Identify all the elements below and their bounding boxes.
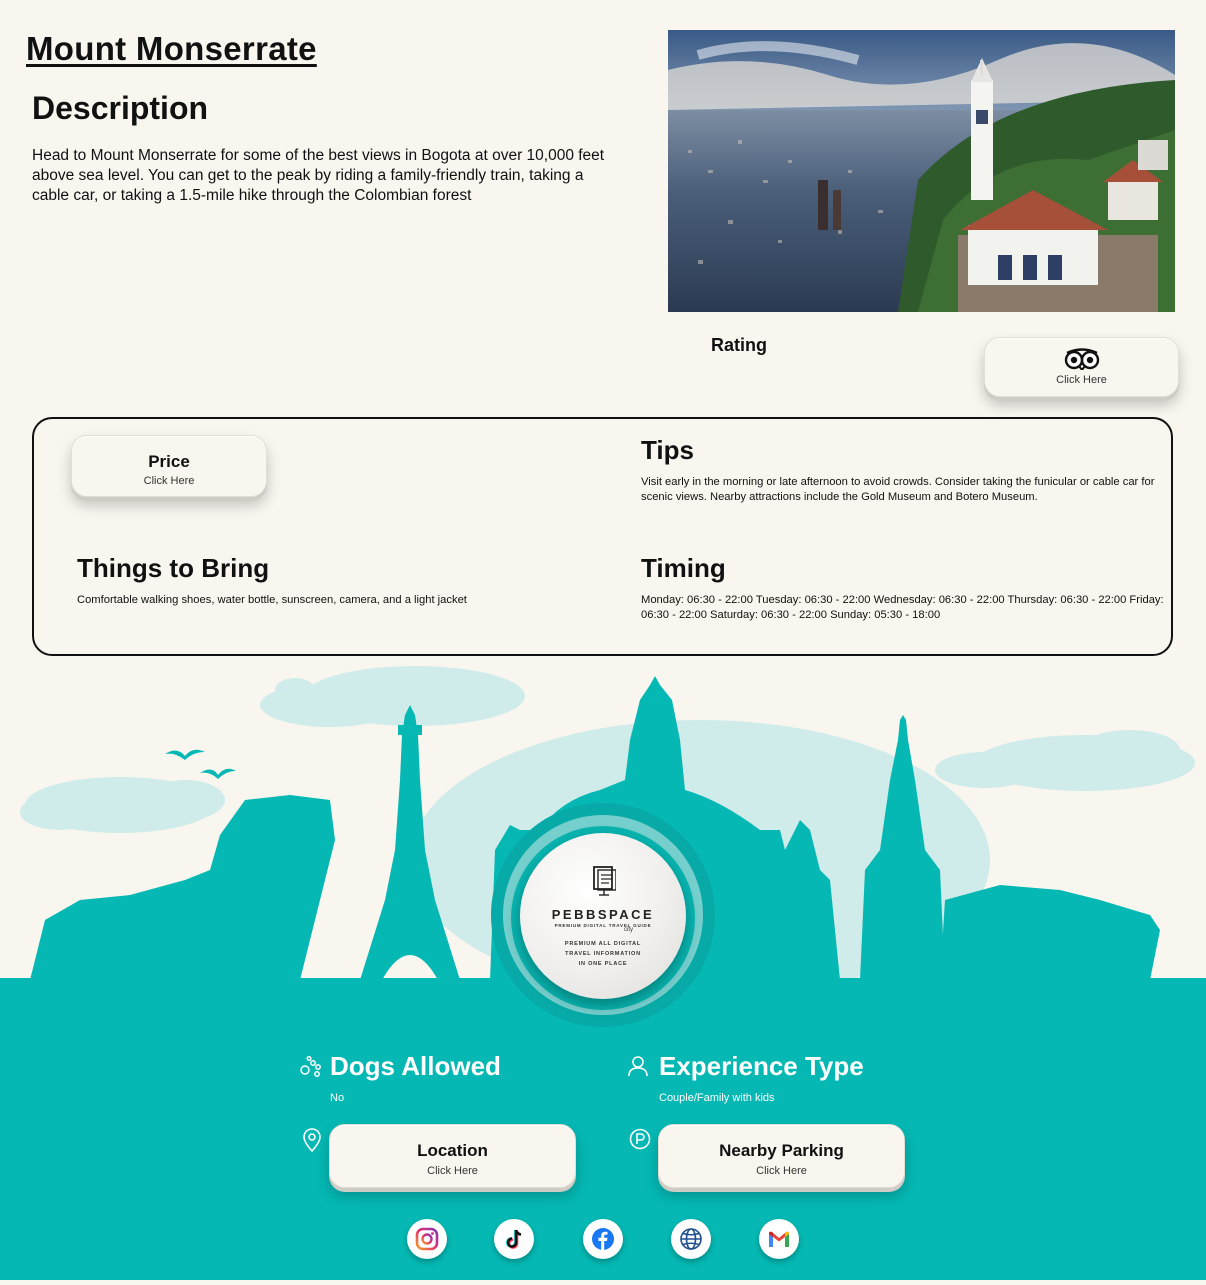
nearby-parking-button[interactable] — [658, 1124, 905, 1188]
parking-button-sub: Click Here — [756, 1165, 807, 1177]
facebook-link[interactable] — [583, 1219, 623, 1259]
rating-label: Rating — [711, 335, 767, 355]
logo-line-3: IN ONE PLACE — [578, 961, 628, 967]
dogs-allowed-value: No — [330, 1092, 345, 1104]
tripadvisor-rating-button[interactable] — [984, 337, 1179, 397]
tips-heading: Tips — [641, 435, 694, 465]
description-text: Head to Mount Monserrate for some of the best views in Bogota at over 10,000 feet above sea level. You can get to the peak by riding a family-friendly train, taking a cable car, or taking a 1.5-mile hike through the Colombian forest — [32, 147, 605, 204]
person-icon — [627, 1055, 649, 1082]
dogs-allowed-heading: Dogs Allowed — [330, 1051, 501, 1081]
globe-icon — [679, 1227, 703, 1251]
instagram-icon — [415, 1227, 439, 1251]
logo-line-1: PREMIUM ALL DIGITAL — [564, 941, 642, 947]
paw-icon — [299, 1055, 323, 1084]
location-button-sub: Click Here — [427, 1165, 478, 1177]
logo-line-2: TRAVEL INFORMATION — [565, 951, 641, 957]
price-button[interactable] — [71, 435, 267, 497]
logo-city: city — [624, 927, 633, 933]
pebbspace-logo-badge — [520, 833, 686, 999]
price-button-sub: Click Here — [143, 475, 195, 487]
gmail-link[interactable] — [759, 1219, 799, 1259]
logo-brand: PEBBSPACE — [551, 907, 655, 922]
document-icon — [592, 865, 616, 902]
website-link[interactable] — [671, 1219, 711, 1259]
tripadvisor-button-label: Click Here — [1056, 374, 1107, 386]
experience-type-value: Couple/Family with kids — [659, 1092, 775, 1104]
page-title: Mount Monserrate — [26, 30, 317, 67]
tripadvisor-icon — [1063, 348, 1101, 375]
tiktok-icon — [502, 1227, 526, 1251]
instagram-link[interactable] — [407, 1219, 447, 1259]
tiktok-link[interactable] — [494, 1219, 534, 1259]
location-button[interactable] — [329, 1124, 576, 1188]
facebook-icon — [591, 1227, 615, 1251]
hero-image — [668, 30, 1175, 312]
experience-type-heading: Experience Type — [659, 1051, 864, 1081]
tips-text: Visit early in the morning or late afternoon to avoid crowds. Consider taking the funicular or cable car for scenic views. Nearby attractions include the Gold Museum and Botero Museum. — [641, 476, 1155, 503]
timing-text: Monday: 06:30 - 22:00 Tuesday: 06:30 - 22:00 Wednesday: 06:30 - 22:00 Thursday: 06:30 - 22:00 Friday: 06:30 - 22:00 Saturday: 06:30 - 22:00 Sunday: 05:30 - 18:00 — [641, 594, 1164, 621]
map-pin-icon — [302, 1128, 322, 1157]
timing-heading: Timing — [641, 553, 726, 583]
gmail-icon — [767, 1227, 791, 1251]
things-to-bring-text: Comfortable walking shoes, water bottle, sunscreen, camera, and a light jacket — [77, 594, 467, 606]
price-button-label: Price — [148, 452, 190, 471]
logo-tagline: PREMIUM DIGITAL TRAVEL GUIDE — [554, 923, 652, 928]
parking-icon — [629, 1128, 651, 1155]
things-to-bring-heading: Things to Bring — [77, 553, 270, 583]
parking-button-label: Nearby Parking — [719, 1141, 844, 1160]
location-button-label: Location — [417, 1141, 488, 1160]
description-heading: Description — [32, 90, 209, 126]
